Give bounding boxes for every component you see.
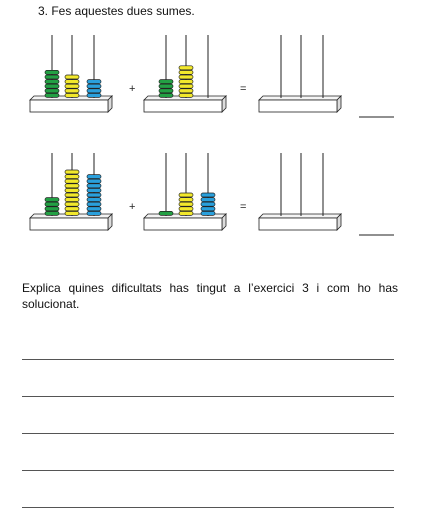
bead-units — [87, 198, 101, 202]
bead-hundreds — [45, 70, 59, 74]
abacus-base-front — [144, 218, 222, 230]
abacus-base-front — [259, 218, 337, 230]
bead-hundreds — [159, 84, 173, 88]
bead-hundreds — [159, 89, 173, 93]
bead-tens — [179, 89, 193, 93]
bead-tens — [179, 80, 193, 84]
bead-units — [87, 179, 101, 183]
bead-hundreds — [45, 84, 59, 88]
exercise-title: 3. Fes aquestes dues sumes. — [38, 4, 195, 18]
bead-tens — [179, 66, 193, 70]
bead-tens — [65, 202, 79, 206]
bead-units — [87, 211, 101, 215]
bead-units — [201, 211, 215, 215]
bead-units — [87, 175, 101, 179]
abacus-base-top — [259, 96, 341, 100]
bead-tens — [65, 75, 79, 79]
bead-tens — [179, 84, 193, 88]
bead-tens — [65, 179, 79, 183]
bead-units — [87, 80, 101, 84]
bead-hundreds — [45, 89, 59, 93]
bead-hundreds — [159, 80, 173, 84]
answer-line[interactable] — [22, 396, 394, 397]
bead-tens — [65, 80, 79, 84]
bead-tens — [65, 170, 79, 174]
abacus-base-front — [30, 100, 108, 112]
abacus-1-b — [144, 35, 226, 112]
equals-operator: = — [240, 83, 247, 95]
bead-units — [201, 198, 215, 202]
bead-tens — [179, 70, 193, 74]
bead-units — [201, 202, 215, 206]
bead-units — [87, 188, 101, 192]
plus-operator: + — [129, 201, 136, 213]
abacus-base-front — [259, 100, 337, 112]
bead-tens — [65, 184, 79, 188]
bead-tens — [65, 207, 79, 211]
bead-units — [87, 84, 101, 88]
abacus-1-a — [30, 35, 112, 112]
bead-units — [201, 193, 215, 197]
abacus-2-b — [144, 153, 226, 230]
abacus-base-top — [259, 214, 341, 218]
bead-tens — [65, 198, 79, 202]
bead-units — [87, 193, 101, 197]
answer-line[interactable] — [22, 507, 394, 508]
bead-tens — [65, 175, 79, 179]
answer-line[interactable] — [22, 470, 394, 471]
bead-tens — [179, 198, 193, 202]
bead-hundreds — [45, 75, 59, 79]
bead-tens — [65, 89, 79, 93]
bead-tens — [65, 188, 79, 192]
abacus-2-a — [30, 153, 112, 230]
bead-tens — [179, 75, 193, 79]
bead-tens — [65, 211, 79, 215]
bead-hundreds — [45, 198, 59, 202]
bead-units — [87, 93, 101, 97]
bead-hundreds — [45, 80, 59, 84]
bead-tens — [179, 207, 193, 211]
answer-line[interactable] — [22, 359, 394, 360]
reflection-question: Explica quines dificultats has tingut a l’exercici 3 i com ho has solucionat. — [22, 281, 398, 311]
bead-hundreds — [159, 211, 173, 215]
abacus-base-front — [144, 100, 222, 112]
equals-operator: = — [240, 201, 247, 213]
plus-operator: + — [129, 83, 136, 95]
abacus-exercise-figure — [0, 0, 427, 260]
abacus-2-result — [259, 153, 341, 230]
abacus-1-result — [259, 35, 341, 112]
bead-hundreds — [159, 93, 173, 97]
bead-hundreds — [45, 207, 59, 211]
bead-tens — [179, 193, 193, 197]
bead-units — [87, 89, 101, 93]
bead-tens — [179, 93, 193, 97]
bead-tens — [65, 93, 79, 97]
bead-tens — [179, 202, 193, 206]
bead-units — [87, 202, 101, 206]
bead-hundreds — [45, 202, 59, 206]
bead-units — [201, 207, 215, 211]
bead-hundreds — [45, 211, 59, 215]
abacus-base-front — [30, 218, 108, 230]
bead-units — [87, 184, 101, 188]
bead-tens — [65, 84, 79, 88]
answer-line[interactable] — [22, 433, 394, 434]
bead-tens — [65, 193, 79, 197]
bead-units — [87, 207, 101, 211]
bead-tens — [179, 211, 193, 215]
bead-hundreds — [45, 93, 59, 97]
